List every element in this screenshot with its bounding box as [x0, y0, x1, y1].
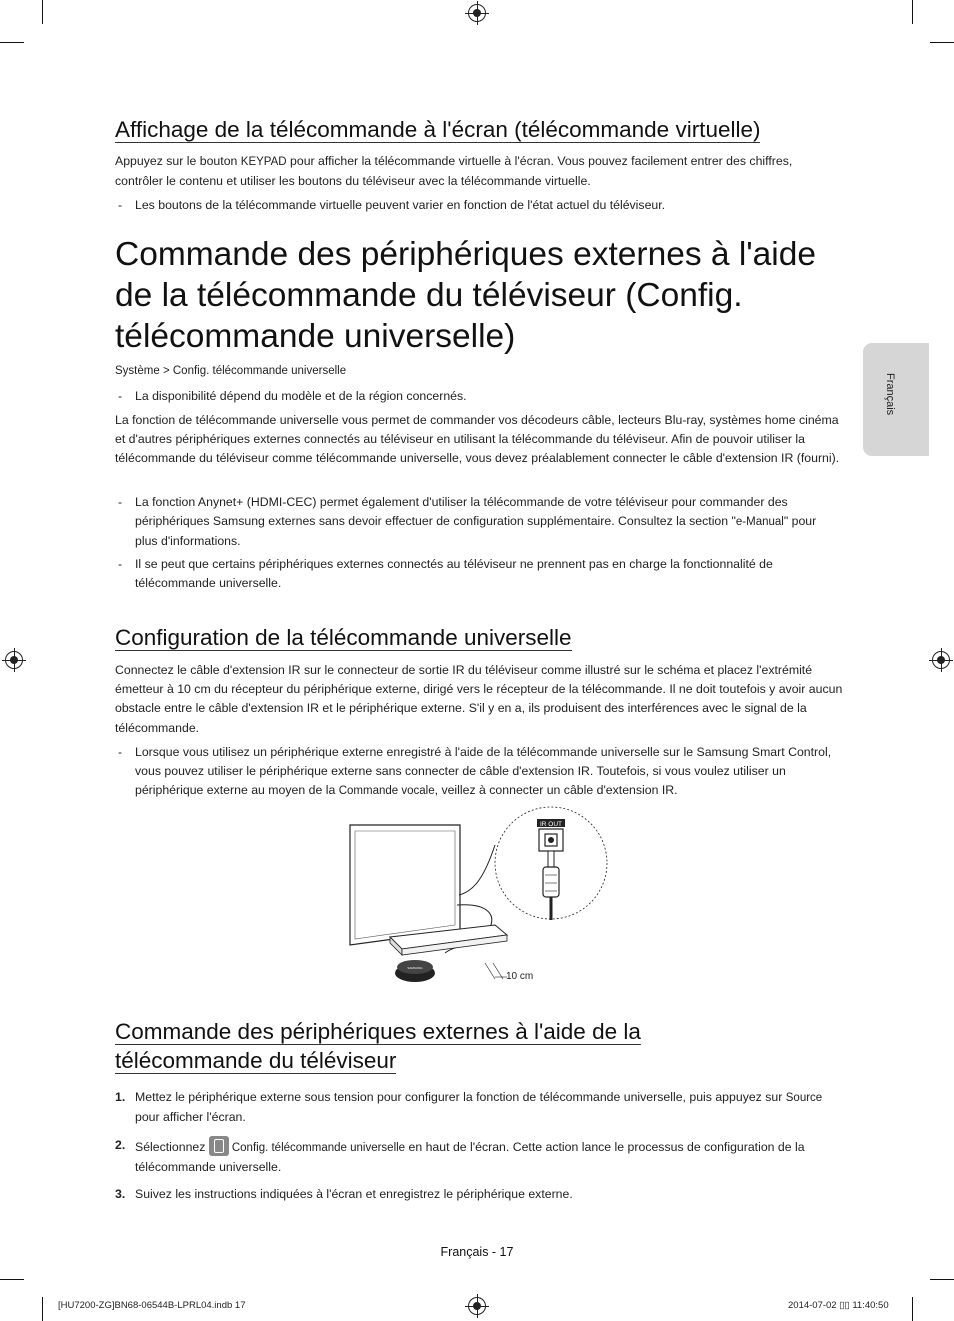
- step-item: [135, 1185, 835, 1204]
- section-title-text: Configuration de la télécommande universelle: [115, 625, 572, 650]
- svg-text:SAMSUNG: SAMSUNG: [407, 966, 423, 970]
- bullet-dash: -: [118, 745, 123, 759]
- ir-out-callout: [495, 807, 607, 920]
- text: Suivez les instructions indiquées à l'écran et enregistrez le périphérique externe.: [135, 1187, 573, 1201]
- bullet-dash: -: [118, 198, 123, 212]
- crop-mark: [930, 1279, 954, 1280]
- text: pour afficher la télécommande virtuelle à l'écran. Vous pouvez facilement entrer des chiffres, contrôler le contenu et utiliser les boutons du téléviseur avec la télécommande virtuelle.: [115, 154, 793, 189]
- print-slug-date: 2014-07-02 ▯▯ 11:40:50: [788, 1300, 889, 1311]
- breadcrumb: [115, 362, 843, 381]
- tv-illustration: [350, 825, 460, 945]
- universal-remote-setting-name: Config. télécommande universelle: [231, 1142, 406, 1154]
- crop-mark: [912, 1297, 913, 1321]
- registration-mark-icon: [5, 651, 23, 669]
- crop-mark: [42, 0, 43, 24]
- bullet-dash: -: [118, 557, 123, 571]
- text: Sélectionnez: [135, 1140, 209, 1154]
- ir-emitter-illustration: [395, 960, 435, 982]
- bullet-dash: -: [118, 495, 123, 509]
- section-title-text: Affichage de la télécommande à l'écran (télécommande virtuelle): [115, 117, 761, 142]
- text: " pour plus d'informations.: [135, 514, 817, 549]
- distance-label: 10 cm: [506, 971, 534, 982]
- note-item: Il se peut que certains périphériques externes connectés au téléviseur ne prennent pas en charge la fonctionnalité de télécommande universelle.: [135, 557, 773, 591]
- emanual-reference: e-Manual: [735, 516, 784, 529]
- universal-remote-icon: [209, 1136, 229, 1156]
- text: pour afficher l'écran.: [135, 1110, 246, 1125]
- text: La fonction Anynet+ (HDMI-CEC) permet également d'utiliser la télécommande de votre téléviseur pour commander des périphériques Samsung externes sans devoir effectuer de configuration supplémentaire. Consultez la section ": [135, 495, 788, 529]
- ir-out-port-label: IR OUT: [539, 821, 563, 828]
- paragraph: Connectez le câble d'extension IR sur le connecteur de sortie IR du téléviseur comme illustré sur le schéma et placez l'extrémité émetteur à 10 cm du récepteur du périphérique externe, dirigé vers le récepteur de la télécommande. Il ne doit toutefois y avoir aucun obstacle entre le câble d'extension IR et le périphérique externe. S'il y en a, ils produisent des interférences avec le signal de la télécommande.: [115, 663, 843, 735]
- crop-mark: [930, 42, 954, 43]
- step-number: 1.: [115, 1090, 126, 1104]
- text: Mettez le périphérique externe sous tension pour configurer la fonction de télécommande universelle, puis appuyez sur: [135, 1090, 786, 1104]
- crop-mark: [0, 42, 24, 43]
- registration-mark-icon: [468, 1297, 486, 1315]
- breadcrumb-item: Config. télécommande universelle: [172, 365, 347, 377]
- paragraph: [115, 152, 843, 191]
- keypad-button-name: KEYPAD: [240, 156, 287, 168]
- language-side-tab: [863, 343, 929, 456]
- text: Lorsque vous utilisez un périphérique externe enregistré à l'aide de la télécommande universelle sur le Samsung Smart Control, vous pouvez utiliser le périphérique externe sans connecter de câble d'extension IR. Toutefois, si vous voulez utiliser un périphérique externe au moyen de la: [135, 745, 832, 798]
- registration-mark-icon: [932, 651, 950, 669]
- page-number: Français - 17: [440, 1245, 514, 1259]
- step-item: [135, 1088, 835, 1127]
- text: , veillez à connecter un câble d'extension IR.: [434, 783, 678, 798]
- section-title: [115, 623, 572, 652]
- step-number: 2.: [115, 1138, 126, 1152]
- step-number: 3.: [115, 1187, 126, 1201]
- section-title: [115, 115, 760, 144]
- bullet-dash: -: [118, 389, 123, 403]
- text: Appuyez sur le bouton: [115, 154, 241, 168]
- crop-mark: [42, 1297, 43, 1321]
- print-slug-file: [HU7200-ZG]BN68-06544B-LPRL04.indb 17: [58, 1300, 246, 1311]
- language-side-tab-label: Français: [884, 373, 896, 416]
- crop-mark: [0, 1279, 24, 1280]
- paragraph: La fonction de télécommande universelle vous permet de commander vos décodeurs câble, lecteurs Blu-ray, systèmes home cinéma et d'autres périphériques externes connectés au téléviseur en utilisant la télécommande du téléviseur. Afin de pouvoir utiliser la télécommande du téléviseur comme télécommande universelle, vous devez préalablement connecter le câble d'extension IR (fourni).: [115, 413, 840, 466]
- note-item: Les boutons de la télécommande virtuelle peuvent varier en fonction de l'état actuel du téléviseur.: [135, 198, 666, 212]
- section-title-text: Commande des périphériques externes à l'aide de la télécommande du téléviseur: [115, 1019, 641, 1073]
- step-item: [135, 1136, 835, 1177]
- breadcrumb-item: Système: [115, 365, 160, 377]
- note-item: [135, 743, 835, 802]
- section-title: [115, 1017, 735, 1075]
- text: en haut de l'écran. Cette action lance le processus de configuration de la télécommande universelle.: [135, 1140, 805, 1175]
- crop-mark: [912, 0, 913, 24]
- main-title: Commande des périphériques externes à l'aide de la télécommande du téléviseur (Config. télécommande universelle): [115, 236, 816, 355]
- voice-command-reference: Commande vocale: [338, 785, 435, 798]
- note-item: La disponibilité dépend du modèle et de la région concernés.: [135, 389, 467, 403]
- breadcrumb-separator: >: [162, 365, 170, 377]
- registration-mark-icon: [468, 4, 486, 22]
- note-item: [135, 493, 835, 552]
- ir-extension-diagram: [345, 805, 615, 990]
- source-button-name: Source: [785, 1092, 823, 1104]
